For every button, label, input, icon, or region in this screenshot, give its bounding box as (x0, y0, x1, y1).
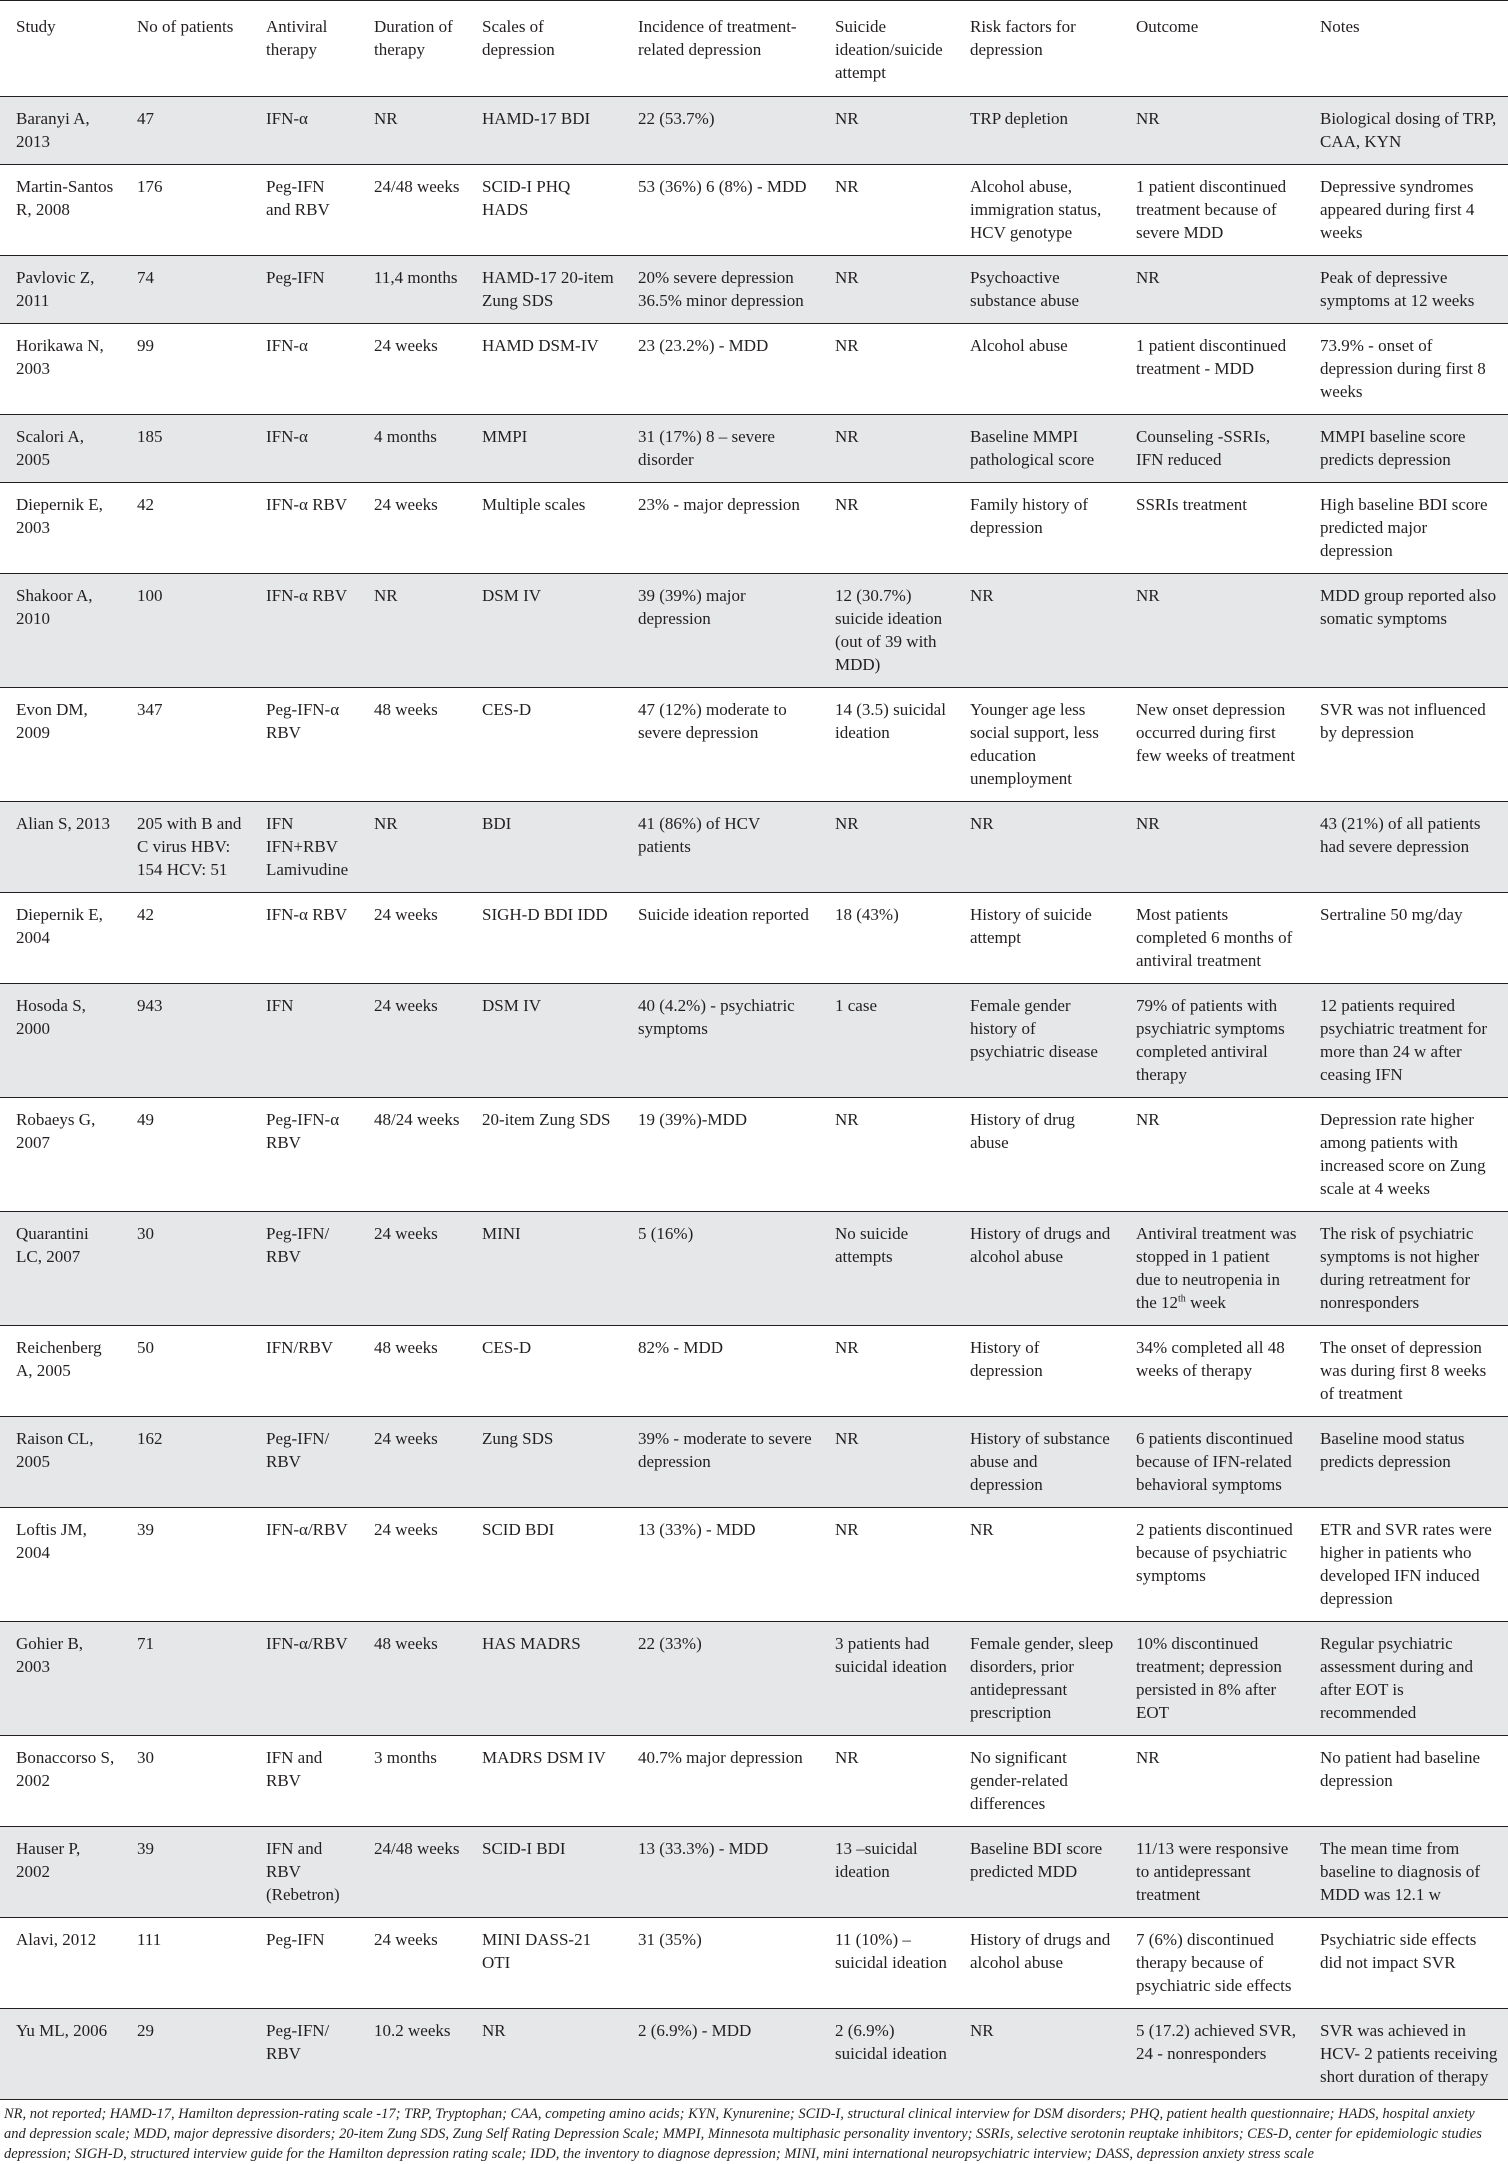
cell-antiviral: Peg-IFN (250, 256, 358, 324)
cell-notes: The onset of depression was during first 8 weeks of treatment (1304, 1326, 1508, 1417)
cell-notes: 43 (21%) of all patients had severe depression (1304, 802, 1508, 893)
cell-duration: 11,4 months (358, 256, 466, 324)
table-row (0, 483, 1508, 574)
cell-notes: Peak of depressive symptoms at 12 weeks (1304, 256, 1508, 324)
cell-patients: 74 (121, 256, 250, 324)
cell-incidence: 39% - moderate to severe depression (622, 1417, 819, 1508)
cell-outcome: 1 patient discontinued treatment - MDD (1120, 324, 1304, 415)
cell-duration: NR (358, 97, 466, 165)
table-row (0, 984, 1508, 1098)
cell-suicide: 1 case (819, 984, 954, 1098)
cell-incidence: 47 (12%) moderate to severe depression (622, 688, 819, 802)
header-scales: Scales of depression (466, 1, 622, 97)
table-row (0, 324, 1508, 415)
cell-scales: Multiple scales (466, 483, 622, 574)
table-row (0, 97, 1508, 165)
cell-duration: 4 months (358, 415, 466, 483)
cell-antiviral: IFN-α/RBV (250, 1622, 358, 1736)
cell-outcome: 7 (6%) discontinued therapy because of psychiatric side effects (1120, 1918, 1304, 2009)
cell-study: Reichenberg A, 2005 (0, 1326, 121, 1417)
cell-risk: Alcohol abuse, immigration status, HCV genotype (954, 165, 1120, 256)
cell-patients: 39 (121, 1508, 250, 1622)
cell-antiviral: Peg-IFN/ RBV (250, 2009, 358, 2100)
cell-study: Hauser P, 2002 (0, 1827, 121, 1918)
cell-incidence: 39 (39%) major depression (622, 574, 819, 688)
header-patients: No of patients (121, 1, 250, 97)
cell-study: Pavlovic Z, 2011 (0, 256, 121, 324)
cell-patients: 943 (121, 984, 250, 1098)
cell-risk: Baseline BDI score predicted MDD (954, 1827, 1120, 1918)
table-row (0, 256, 1508, 324)
cell-risk: NR (954, 2009, 1120, 2100)
cell-scales: MINI DASS-21 OTI (466, 1918, 622, 2009)
cell-patients: 39 (121, 1827, 250, 1918)
cell-risk: Baseline MMPI pathological score (954, 415, 1120, 483)
cell-notes: ETR and SVR rates were higher in patients who developed IFN induced depression (1304, 1508, 1508, 1622)
table-row (0, 1098, 1508, 1212)
cell-patients: 42 (121, 893, 250, 984)
cell-incidence: 31 (35%) (622, 1918, 819, 2009)
cell-study: Alavi, 2012 (0, 1918, 121, 2009)
cell-scales: HAMD-17 BDI (466, 97, 622, 165)
cell-suicide: NR (819, 1508, 954, 1622)
cell-risk: Female gender, sleep disorders, prior antidepressant prescription (954, 1622, 1120, 1736)
cell-notes: Psychiatric side effects did not impact SVR (1304, 1918, 1508, 2009)
cell-antiviral: IFN/RBV (250, 1326, 358, 1417)
cell-suicide: NR (819, 1736, 954, 1827)
cell-duration: 48 weeks (358, 688, 466, 802)
cell-incidence: 82% - MDD (622, 1326, 819, 1417)
cell-outcome: New onset depression occurred during first few weeks of treatment (1120, 688, 1304, 802)
cell-risk: Younger age less social support, less education unemployment (954, 688, 1120, 802)
cell-outcome: 5 (17.2) achieved SVR, 24 - nonresponders (1120, 2009, 1304, 2100)
cell-incidence: 23 (23.2%) - MDD (622, 324, 819, 415)
cell-duration: 24 weeks (358, 1417, 466, 1508)
cell-risk: Psychoactive substance abuse (954, 256, 1120, 324)
cell-scales: SIGH-D BDI IDD (466, 893, 622, 984)
cell-scales: HAMD-17 20-item Zung SDS (466, 256, 622, 324)
cell-outcome: NR (1120, 97, 1304, 165)
ordinal-superscript: th (1178, 1293, 1186, 1305)
cell-antiviral: Peg-IFN (250, 1918, 358, 2009)
cell-study: Shakoor A, 2010 (0, 574, 121, 688)
cell-study: Baranyi A, 2013 (0, 97, 121, 165)
cell-notes: Depression rate higher among patients with increased score on Zung scale at 4 weeks (1304, 1098, 1508, 1212)
cell-risk: History of suicide attempt (954, 893, 1120, 984)
cell-suicide: NR (819, 256, 954, 324)
cell-antiviral: IFN-α RBV (250, 893, 358, 984)
table-body (0, 97, 1508, 2100)
table-row (0, 1508, 1508, 1622)
cell-patients: 111 (121, 1918, 250, 2009)
cell-duration: 48/24 weeks (358, 1098, 466, 1212)
cell-duration: 24/48 weeks (358, 1827, 466, 1918)
table-row (0, 1417, 1508, 1508)
cell-outcome: 6 patients discontinued because of IFN-related behavioral symptoms (1120, 1417, 1304, 1508)
cell-study: Raison CL, 2005 (0, 1417, 121, 1508)
cell-outcome: Antiviral treatment was stopped in 1 patient due to neutropenia in the 12th week (1120, 1212, 1304, 1326)
cell-notes: Depressive syndromes appeared during first 4 weeks (1304, 165, 1508, 256)
cell-suicide: NR (819, 802, 954, 893)
header-suicide: Suicide ideation/suicide attempt (819, 1, 954, 97)
cell-notes: Biological dosing of TRP, CAA, KYN (1304, 97, 1508, 165)
cell-scales: BDI (466, 802, 622, 893)
cell-study: Diepernik E, 2004 (0, 893, 121, 984)
table-row (0, 1918, 1508, 2009)
cell-antiviral: IFN and RBV (250, 1736, 358, 1827)
cell-duration: 24/48 weeks (358, 165, 466, 256)
cell-risk: NR (954, 574, 1120, 688)
table-row (0, 1736, 1508, 1827)
cell-notes: MDD group reported also somatic symptoms (1304, 574, 1508, 688)
cell-suicide: NR (819, 1417, 954, 1508)
cell-risk: No significant gender-related differences (954, 1736, 1120, 1827)
cell-study: Loftis JM, 2004 (0, 1508, 121, 1622)
cell-outcome: Counseling -SSRIs, IFN reduced (1120, 415, 1304, 483)
cell-patients: 176 (121, 165, 250, 256)
cell-outcome: NR (1120, 1098, 1304, 1212)
cell-scales: HAMD DSM-IV (466, 324, 622, 415)
cell-risk: NR (954, 1508, 1120, 1622)
cell-antiviral: IFN (250, 984, 358, 1098)
cell-patients: 42 (121, 483, 250, 574)
cell-incidence: 13 (33%) - MDD (622, 1508, 819, 1622)
cell-antiviral: Peg-IFN/ RBV (250, 1417, 358, 1508)
cell-duration: 24 weeks (358, 1508, 466, 1622)
cell-suicide: 12 (30.7%) suicide ideation (out of 39 with MDD) (819, 574, 954, 688)
cell-notes: 12 patients required psychiatric treatment for more than 24 w after ceasing IFN (1304, 984, 1508, 1098)
cell-risk: History of substance abuse and depression (954, 1417, 1120, 1508)
cell-scales: 20-item Zung SDS (466, 1098, 622, 1212)
cell-patients: 100 (121, 574, 250, 688)
cell-notes: The mean time from baseline to diagnosis of MDD was 12.1 w (1304, 1827, 1508, 1918)
table-row (0, 893, 1508, 984)
cell-suicide: NR (819, 324, 954, 415)
cell-antiviral: IFN IFN+RBV Lamivudine (250, 802, 358, 893)
cell-duration: NR (358, 802, 466, 893)
cell-notes: SVR was achieved in HCV- 2 patients receiving short duration of therapy (1304, 2009, 1508, 2100)
header-notes: Notes (1304, 1, 1508, 97)
cell-study: Scalori A, 2005 (0, 415, 121, 483)
cell-scales: MINI (466, 1212, 622, 1326)
cell-patients: 347 (121, 688, 250, 802)
table-row (0, 415, 1508, 483)
table-row (0, 1827, 1508, 1918)
cell-incidence: 22 (33%) (622, 1622, 819, 1736)
cell-suicide: NR (819, 165, 954, 256)
cell-study: Robaeys G, 2007 (0, 1098, 121, 1212)
cell-duration: 24 weeks (358, 324, 466, 415)
cell-scales: MADRS DSM IV (466, 1736, 622, 1827)
cell-study: Hosoda S, 2000 (0, 984, 121, 1098)
cell-suicide: NR (819, 1326, 954, 1417)
cell-antiviral: Peg-IFN-α RBV (250, 1098, 358, 1212)
table-row (0, 802, 1508, 893)
cell-incidence: Suicide ideation reported (622, 893, 819, 984)
cell-notes: Sertraline 50 mg/day (1304, 893, 1508, 984)
cell-study: Evon DM, 2009 (0, 688, 121, 802)
cell-study: Quarantini LC, 2007 (0, 1212, 121, 1326)
table-row (0, 1212, 1508, 1326)
cell-patients: 50 (121, 1326, 250, 1417)
cell-notes: High baseline BDI score predicted major depression (1304, 483, 1508, 574)
cell-incidence: 2 (6.9%) - MDD (622, 2009, 819, 2100)
cell-antiviral: Peg-IFN/ RBV (250, 1212, 358, 1326)
cell-suicide: No suicide attempts (819, 1212, 954, 1326)
cell-antiviral: Peg-IFN and RBV (250, 165, 358, 256)
cell-incidence: 22 (53.7%) (622, 97, 819, 165)
cell-incidence: 23% - major depression (622, 483, 819, 574)
cell-outcome: SSRIs treatment (1120, 483, 1304, 574)
table-footnote: NR, not reported; HAMD-17, Hamilton depression-rating scale -17; TRP, Tryptophan; CAA, competing amino acids; KYN, Kynurenine; SCID-I, structural clinical interview for DSM disorders; PHQ, patient health questionnaire; HADS, hospital anxiety and depression scale; MDD, major depressive disorders; 20-item Zung SDS, Zung Self Rating Depression Scale; MMPI, Minnesota multiphasic personality inventory; SSRIs, selective serotonin reuptake inhibitors; CES-D, center for epidemiologic studies depression; SIGH-D, structured interview guide for the Hamilton depression rating scale; IDD, the inventory to diagnose depression; MINI, mini international neuropsychiatric interview; DASS, depression anxiety stress scale (4, 2106, 1482, 2162)
cell-suicide: NR (819, 1098, 954, 1212)
cell-antiviral: IFN-α (250, 97, 358, 165)
cell-patients: 99 (121, 324, 250, 415)
cell-patients: 185 (121, 415, 250, 483)
table-row (0, 1622, 1508, 1736)
cell-patients: 30 (121, 1212, 250, 1326)
cell-incidence: 20% severe depression 36.5% minor depression (622, 256, 819, 324)
cell-risk: History of drugs and alcohol abuse (954, 1918, 1120, 2009)
cell-scales: Zung SDS (466, 1417, 622, 1508)
cell-duration: 24 weeks (358, 483, 466, 574)
cell-incidence: 40.7% major depression (622, 1736, 819, 1827)
cell-incidence: 19 (39%)-MDD (622, 1098, 819, 1212)
header-study: Study (0, 1, 121, 97)
cell-study: Horikawa N, 2003 (0, 324, 121, 415)
cell-scales: HAS MADRS (466, 1622, 622, 1736)
header-risk: Risk factors for depression (954, 1, 1120, 97)
cell-suicide: 11 (10%) – suicidal ideation (819, 1918, 954, 2009)
cell-outcome: NR (1120, 574, 1304, 688)
header-outcome: Outcome (1120, 1, 1304, 97)
cell-suicide: NR (819, 483, 954, 574)
cell-incidence: 31 (17%) 8 – severe disorder (622, 415, 819, 483)
cell-duration: 24 weeks (358, 1212, 466, 1326)
cell-suicide: 18 (43%) (819, 893, 954, 984)
cell-scales: NR (466, 2009, 622, 2100)
cell-notes: 73.9% - onset of depression during first 8 weeks (1304, 324, 1508, 415)
cell-patients: 71 (121, 1622, 250, 1736)
cell-duration: 24 weeks (358, 984, 466, 1098)
cell-antiviral: IFN-α (250, 324, 358, 415)
cell-scales: DSM IV (466, 574, 622, 688)
cell-antiviral: IFN-α RBV (250, 483, 358, 574)
cell-scales: CES-D (466, 1326, 622, 1417)
table-row (0, 165, 1508, 256)
cell-patients: 205 with B and C virus HBV: 154 HCV: 51 (121, 802, 250, 893)
cell-notes: MMPI baseline score predicts depression (1304, 415, 1508, 483)
cell-duration: 48 weeks (358, 1622, 466, 1736)
cell-antiviral: Peg-IFN-α RBV (250, 688, 358, 802)
cell-suicide: 13 –suicidal ideation (819, 1827, 954, 1918)
cell-study: Bonaccorso S, 2002 (0, 1736, 121, 1827)
cell-patients: 47 (121, 97, 250, 165)
cell-patients: 29 (121, 2009, 250, 2100)
cell-study: Gohier B, 2003 (0, 1622, 121, 1736)
cell-antiviral: IFN and RBV (Rebetron) (250, 1827, 358, 1918)
cell-study: Diepernik E, 2003 (0, 483, 121, 574)
cell-incidence: 13 (33.3%) - MDD (622, 1827, 819, 1918)
cell-antiviral: IFN-α (250, 415, 358, 483)
cell-outcome: NR (1120, 256, 1304, 324)
cell-risk: History of drug abuse (954, 1098, 1120, 1212)
cell-suicide: 3 patients had suicidal ideation (819, 1622, 954, 1736)
cell-risk: History of drugs and alcohol abuse (954, 1212, 1120, 1326)
table-row (0, 1326, 1508, 1417)
cell-notes: Baseline mood status predicts depression (1304, 1417, 1508, 1508)
cell-incidence: 41 (86%) of HCV patients (622, 802, 819, 893)
cell-risk: TRP depletion (954, 97, 1120, 165)
cell-outcome: 11/13 were responsive to antidepressant treatment (1120, 1827, 1304, 1918)
header-incidence: Incidence of treatment-related depression (622, 1, 819, 97)
cell-scales: CES-D (466, 688, 622, 802)
cell-patients: 30 (121, 1736, 250, 1827)
cell-duration: NR (358, 574, 466, 688)
cell-antiviral: IFN-α RBV (250, 574, 358, 688)
cell-outcome: 1 patient discontinued treatment because of severe MDD (1120, 165, 1304, 256)
cell-antiviral: IFN-α/RBV (250, 1508, 358, 1622)
cell-duration: 24 weeks (358, 1918, 466, 2009)
cell-duration: 48 weeks (358, 1326, 466, 1417)
cell-patients: 162 (121, 1417, 250, 1508)
cell-risk: NR (954, 802, 1120, 893)
cell-scales: SCID-I BDI (466, 1827, 622, 1918)
table-row (0, 2009, 1508, 2100)
cell-notes: Regular psychiatric assessment during and after EOT is recommended (1304, 1622, 1508, 1736)
cell-study: Martin-Santos R, 2008 (0, 165, 121, 256)
cell-risk: Female gender history of psychiatric disease (954, 984, 1120, 1098)
cell-suicide: NR (819, 97, 954, 165)
cell-outcome: 2 patients discontinued because of psychiatric symptoms (1120, 1508, 1304, 1622)
table-row (0, 574, 1508, 688)
cell-duration: 24 weeks (358, 893, 466, 984)
cell-scales: MMPI (466, 415, 622, 483)
cell-scales: DSM IV (466, 984, 622, 1098)
cell-suicide: 14 (3.5) suicidal ideation (819, 688, 954, 802)
cell-suicide: 2 (6.9%) suicidal ideation (819, 2009, 954, 2100)
cell-outcome: 79% of patients with psychiatric symptoms completed antiviral therapy (1120, 984, 1304, 1098)
table-header-row (0, 1, 1508, 97)
cell-outcome: 10% discontinued treatment; depression persisted in 8% after EOT (1120, 1622, 1304, 1736)
cell-outcome: Most patients completed 6 months of antiviral treatment (1120, 893, 1304, 984)
cell-duration: 10.2 weeks (358, 2009, 466, 2100)
cell-study: Alian S, 2013 (0, 802, 121, 893)
cell-suicide: NR (819, 415, 954, 483)
cell-incidence: 53 (36%) 6 (8%) - MDD (622, 165, 819, 256)
cell-outcome: NR (1120, 802, 1304, 893)
cell-patients: 49 (121, 1098, 250, 1212)
cell-notes: SVR was not influenced by depression (1304, 688, 1508, 802)
cell-risk: Alcohol abuse (954, 324, 1120, 415)
cell-scales: SCID BDI (466, 1508, 622, 1622)
cell-duration: 3 months (358, 1736, 466, 1827)
header-antiviral: Antiviral therapy (250, 1, 358, 97)
cell-outcome: NR (1120, 1736, 1304, 1827)
cell-notes: The risk of psychiatric symptoms is not higher during retreatment for nonresponders (1304, 1212, 1508, 1326)
header-duration: Duration of therapy (358, 1, 466, 97)
cell-outcome: 34% completed all 48 weeks of therapy (1120, 1326, 1304, 1417)
cell-study: Yu ML, 2006 (0, 2009, 121, 2100)
cell-notes: No patient had baseline depression (1304, 1736, 1508, 1827)
cell-incidence: 5 (16%) (622, 1212, 819, 1326)
table-row (0, 688, 1508, 802)
cell-risk: History of depression (954, 1326, 1120, 1417)
cell-scales: SCID-I PHQ HADS (466, 165, 622, 256)
cell-risk: Family history of depression (954, 483, 1120, 574)
cell-incidence: 40 (4.2%) - psychiatric symptoms (622, 984, 819, 1098)
